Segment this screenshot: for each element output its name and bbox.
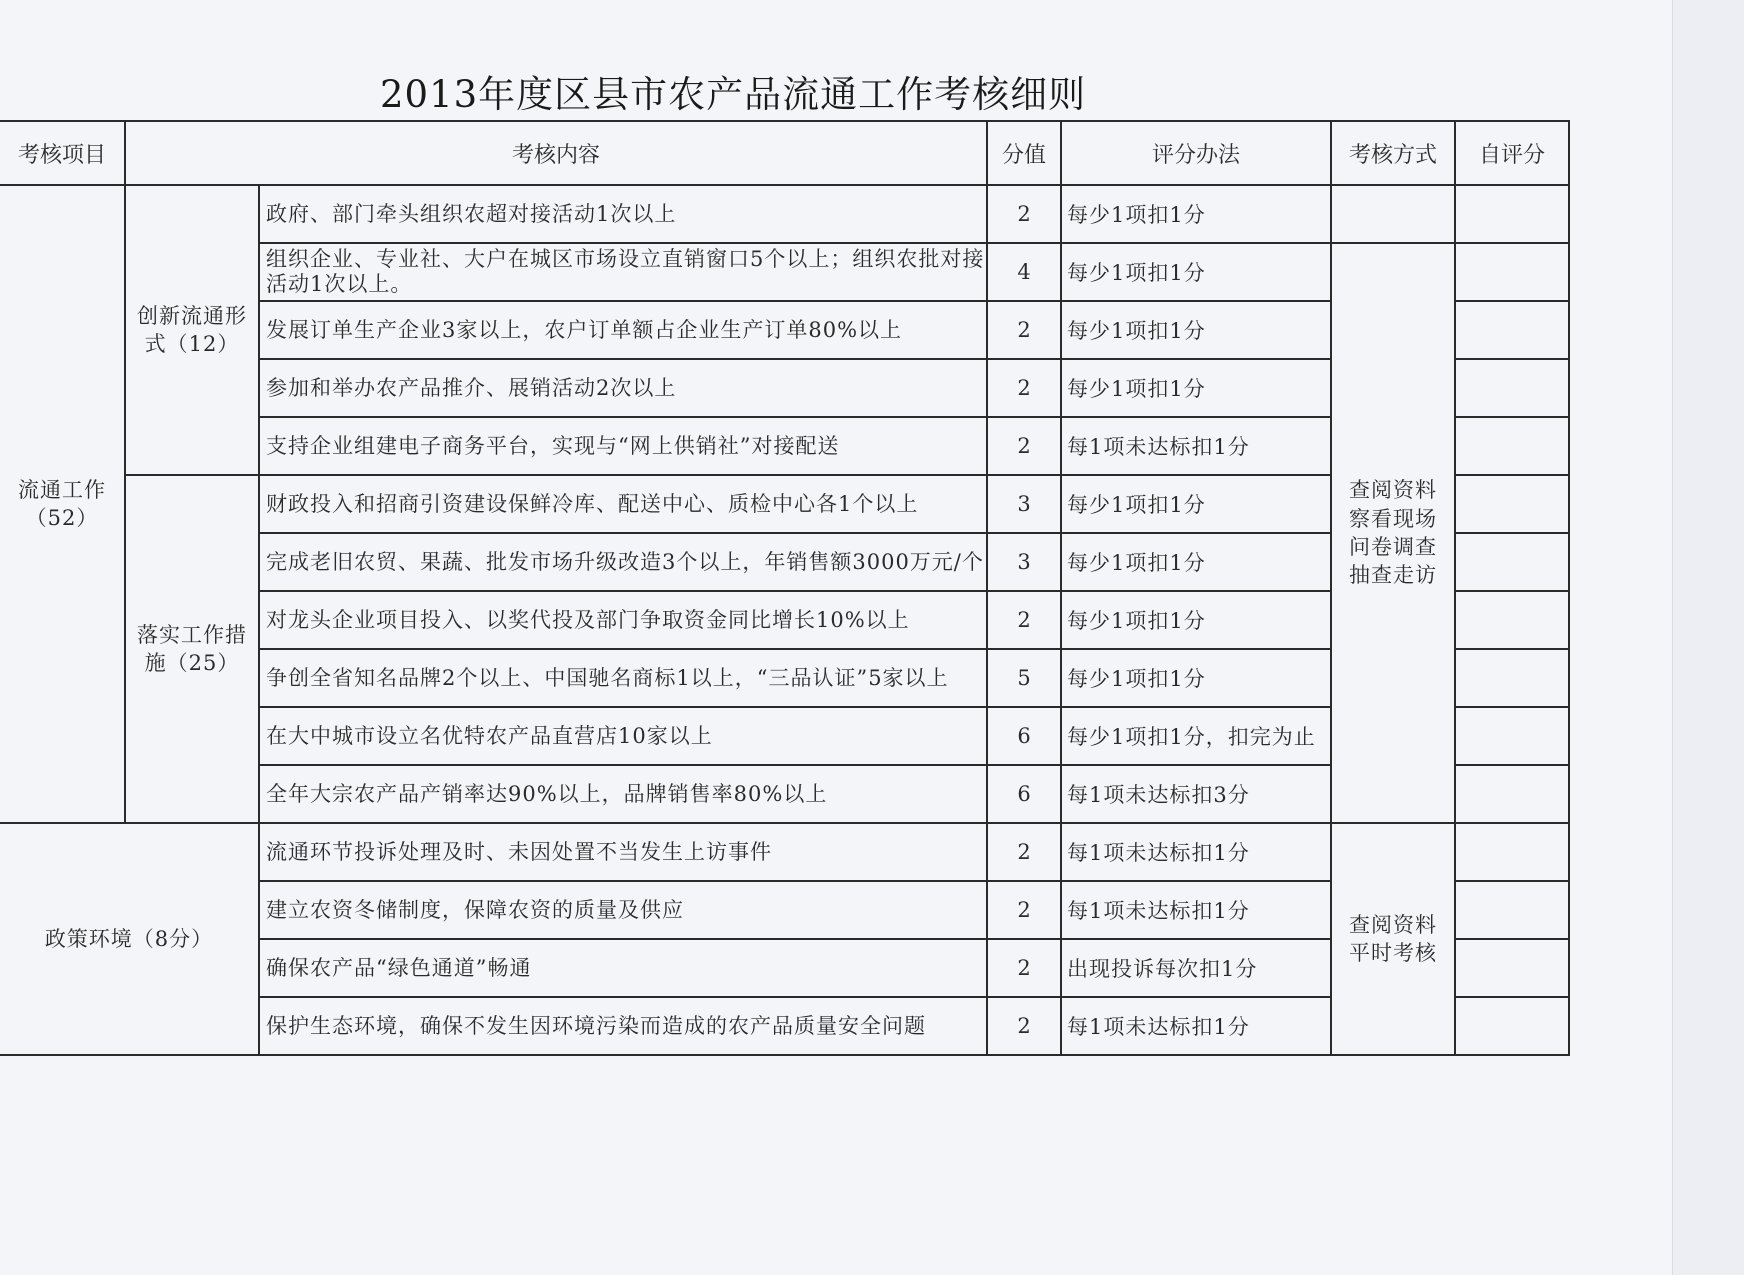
row-score: 2: [987, 881, 1061, 939]
row-method: 每少1项扣1分: [1061, 301, 1331, 359]
self-score-cell: [1455, 359, 1569, 417]
self-score-cell: [1455, 533, 1569, 591]
self-score-cell: [1455, 649, 1569, 707]
row-score: 6: [987, 707, 1061, 765]
row-content: 完成老旧农贸、果蔬、批发市场升级改造3个以上，年销售额3000万元/个: [259, 533, 987, 591]
row-content: 发展订单生产企业3家以上，农户订单额占企业生产订单80%以上: [259, 301, 987, 359]
row-method: 每少1项扣1分: [1061, 533, 1331, 591]
header-content: 考核内容: [125, 121, 987, 185]
row-score: 2: [987, 359, 1061, 417]
row-score: 2: [987, 185, 1061, 243]
self-score-cell: [1455, 475, 1569, 533]
way-empty-cell: [1331, 185, 1455, 243]
row-method: 每少1项扣1分: [1061, 243, 1331, 301]
way-line: 查阅资料: [1349, 478, 1437, 503]
way-line: 察看现场: [1349, 506, 1437, 531]
self-score-cell: [1455, 417, 1569, 475]
way-group-2: [1331, 823, 1455, 1055]
self-score-cell: [1455, 765, 1569, 823]
row-content: 参加和举办农产品推介、展销活动2次以上: [259, 359, 987, 417]
row-method: 每少1项扣1分: [1061, 359, 1331, 417]
row-method: 每少1项扣1分，扣完为止: [1061, 707, 1331, 765]
row-method: 每少1项扣1分: [1061, 185, 1331, 243]
row-method: 每1项未达标扣1分: [1061, 881, 1331, 939]
header-self: 自评分: [1455, 121, 1569, 185]
way-line: 问卷调查: [1349, 535, 1437, 559]
row-content: 确保农产品“绿色通道”畅通: [259, 939, 987, 997]
row-method: 每少1项扣1分: [1061, 591, 1331, 649]
self-score-cell: [1455, 881, 1569, 939]
row-content: 财政投入和招商引资建设保鲜冷库、配送中心、质检中心各1个以上: [259, 475, 987, 533]
row-method: 每1项未达标扣1分: [1061, 417, 1331, 475]
category-zhengce: 政策环境（8分）: [0, 823, 259, 1055]
row-method: 每1项未达标扣3分: [1061, 765, 1331, 823]
category-chuangxin: 创新流通形式（12）: [125, 185, 259, 475]
row-content: 争创全省知名品牌2个以上、中国驰名商标1以上，“三品认证”5家以上: [259, 649, 987, 707]
row-content: 支持企业组建电子商务平台，实现与“网上供销社”对接配送: [259, 417, 987, 475]
row-content: 在大中城市设立名优特农产品直营店10家以上: [259, 707, 987, 765]
row-score: 2: [987, 301, 1061, 359]
self-score-cell: [1455, 707, 1569, 765]
way-line: 平时考核: [1349, 941, 1437, 965]
self-score-cell: [1455, 823, 1569, 881]
self-score-cell: [1455, 997, 1569, 1055]
way-group-1: [1331, 243, 1455, 823]
self-score-cell: [1455, 243, 1569, 301]
category-luoshi: 落实工作措施（25）: [125, 475, 259, 823]
row-score: 2: [987, 823, 1061, 881]
paper-edge: [1672, 0, 1744, 1275]
header-method: 评分办法: [1061, 121, 1331, 185]
document-title: 2013年度区县市农产品流通工作考核细则: [380, 73, 1087, 116]
self-score-cell: [1455, 185, 1569, 243]
row-score: 2: [987, 997, 1061, 1055]
table-row: [0, 185, 1569, 243]
assessment-table: [0, 120, 1570, 1056]
row-method: 每少1项扣1分: [1061, 649, 1331, 707]
row-score: 4: [987, 243, 1061, 301]
header-row: [0, 121, 1569, 185]
header-item: 考核项目: [0, 121, 125, 185]
way-line: 查阅资料: [1349, 912, 1437, 937]
row-content: 建立农资冬储制度，保障农资的质量及供应: [259, 881, 987, 939]
row-content: 政府、部门牵头组织农超对接活动1次以上: [259, 185, 987, 243]
row-method: 出现投诉每次扣1分: [1061, 939, 1331, 997]
row-score: 5: [987, 649, 1061, 707]
row-method: 每1项未达标扣1分: [1061, 823, 1331, 881]
self-score-cell: [1455, 939, 1569, 997]
row-content: 流通环节投诉处理及时、未因处置不当发生上访事件: [259, 823, 987, 881]
row-score: 2: [987, 417, 1061, 475]
row-score: 3: [987, 533, 1061, 591]
row-method: 每1项未达标扣1分: [1061, 997, 1331, 1055]
category-liutong: 流通工作（52）: [0, 185, 125, 823]
row-score: 2: [987, 939, 1061, 997]
way-line: 抽查走访: [1349, 563, 1437, 588]
self-score-cell: [1455, 301, 1569, 359]
row-score: 3: [987, 475, 1061, 533]
row-score: 6: [987, 765, 1061, 823]
row-content: 保护生态环境，确保不发生因环境污染而造成的农产品质量安全问题: [259, 997, 987, 1055]
table-row: [0, 823, 1569, 881]
row-content: 对龙头企业项目投入、以奖代投及部门争取资金同比增长10%以上: [259, 591, 987, 649]
row-score: 2: [987, 591, 1061, 649]
header-way: 考核方式: [1331, 121, 1455, 185]
header-score: 分值: [987, 121, 1061, 185]
row-method: 每少1项扣1分: [1061, 475, 1331, 533]
row-content: 组织企业、专业社、大户在城区市场设立直销窗口5个以上；组织农批对接活动1次以上。: [259, 243, 987, 301]
self-score-cell: [1455, 591, 1569, 649]
row-content: 全年大宗农产品产销率达90%以上，品牌销售率80%以上: [259, 765, 987, 823]
